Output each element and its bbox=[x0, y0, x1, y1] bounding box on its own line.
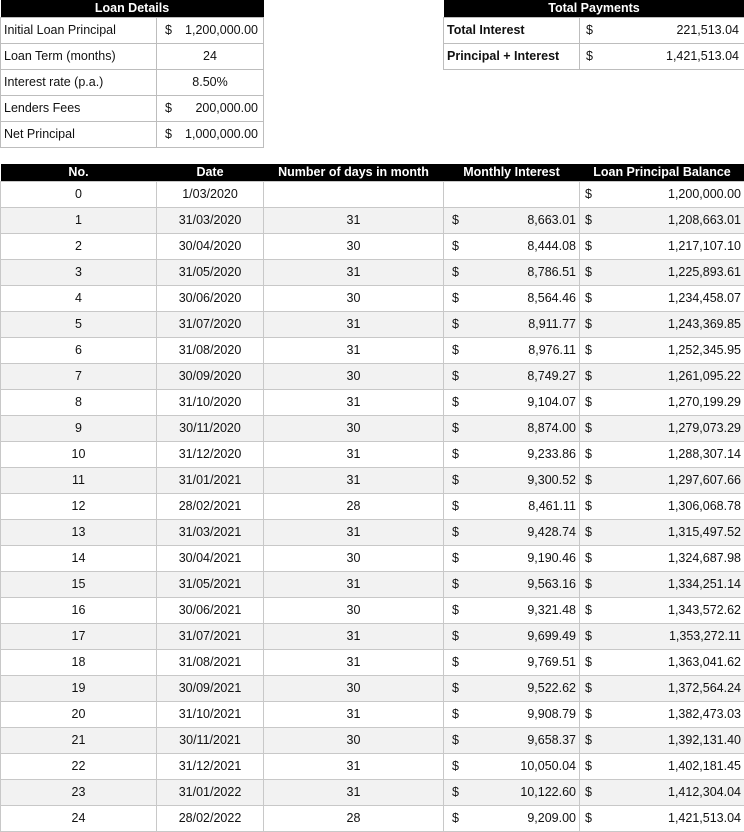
total-payment-value: 221,513.04 bbox=[676, 23, 739, 37]
cell-no[interactable]: 1 bbox=[1, 207, 157, 233]
cell-principal-balance[interactable] bbox=[580, 181, 744, 207]
cell-monthly-interest[interactable] bbox=[444, 753, 580, 779]
currency-symbol: $ bbox=[585, 759, 592, 773]
balance-value: 1,217,107.10 bbox=[668, 239, 741, 253]
interest-value: 9,658.37 bbox=[527, 733, 576, 747]
currency-symbol: $ bbox=[585, 551, 592, 565]
table-row bbox=[1, 545, 744, 571]
balance-value: 1,270,199.29 bbox=[668, 395, 741, 409]
loan-detail-value: 200,000.00 bbox=[195, 101, 259, 115]
cell-principal-balance[interactable] bbox=[580, 805, 744, 831]
cell-principal-balance[interactable] bbox=[580, 441, 744, 467]
balance-value: 1,288,307.14 bbox=[668, 447, 741, 461]
cell-principal-balance[interactable] bbox=[580, 545, 744, 571]
loan-detail-value-cell[interactable] bbox=[157, 121, 264, 147]
cell-date[interactable]: 31/12/2021 bbox=[157, 753, 264, 779]
cell-date[interactable]: 31/10/2021 bbox=[157, 701, 264, 727]
loan-detail-value[interactable]: 8.50% bbox=[157, 69, 264, 95]
cell-monthly-interest[interactable] bbox=[444, 701, 580, 727]
table-row bbox=[1, 311, 744, 337]
cell-monthly-interest[interactable] bbox=[444, 467, 580, 493]
interest-value: 8,786.51 bbox=[527, 265, 576, 279]
table-row bbox=[1, 727, 744, 753]
cell-days[interactable]: 31 bbox=[264, 649, 444, 675]
cell-monthly-interest[interactable] bbox=[444, 779, 580, 805]
cell-days[interactable]: 31 bbox=[264, 337, 444, 363]
total-payment-value: 1,421,513.04 bbox=[666, 49, 739, 63]
currency-symbol: $ bbox=[452, 421, 459, 435]
balance-value: 1,372,564.24 bbox=[668, 681, 741, 695]
currency-symbol: $ bbox=[585, 577, 592, 591]
currency-symbol: $ bbox=[452, 447, 459, 461]
balance-value: 1,392,131.40 bbox=[668, 733, 741, 747]
table-row bbox=[1, 363, 744, 389]
cell-days[interactable]: 28 bbox=[264, 493, 444, 519]
cell-monthly-interest[interactable] bbox=[444, 519, 580, 545]
cell-days[interactable]: 31 bbox=[264, 441, 444, 467]
cell-monthly-interest[interactable] bbox=[444, 597, 580, 623]
cell-principal-balance[interactable] bbox=[580, 285, 744, 311]
cell-no[interactable]: 7 bbox=[1, 363, 157, 389]
cell-principal-balance[interactable] bbox=[580, 649, 744, 675]
cell-monthly-interest[interactable] bbox=[444, 649, 580, 675]
currency-symbol: $ bbox=[452, 655, 459, 669]
cell-days[interactable]: 31 bbox=[264, 311, 444, 337]
currency-symbol: $ bbox=[452, 629, 459, 643]
currency-symbol: $ bbox=[165, 23, 172, 37]
loan-detail-row bbox=[1, 95, 264, 121]
cell-no[interactable]: 21 bbox=[1, 727, 157, 753]
balance-value: 1,200,000.00 bbox=[668, 187, 741, 201]
cell-days[interactable]: 31 bbox=[264, 623, 444, 649]
balance-value: 1,243,369.85 bbox=[668, 317, 741, 331]
interest-value: 9,209.00 bbox=[527, 811, 576, 825]
cell-date[interactable]: 31/01/2021 bbox=[157, 467, 264, 493]
column-header-date[interactable]: Date bbox=[157, 164, 264, 181]
currency-symbol: $ bbox=[585, 187, 592, 201]
table-row bbox=[1, 233, 744, 259]
currency-symbol: $ bbox=[585, 421, 592, 435]
balance-value: 1,252,345.95 bbox=[668, 343, 741, 357]
cell-no[interactable]: 23 bbox=[1, 779, 157, 805]
cell-principal-balance[interactable] bbox=[580, 675, 744, 701]
interest-value: 9,699.49 bbox=[527, 629, 576, 643]
loan-detail-value-cell[interactable] bbox=[157, 17, 264, 43]
cell-principal-balance[interactable] bbox=[580, 701, 744, 727]
loan-details-title: Loan Details bbox=[1, 0, 264, 17]
cell-date[interactable]: 30/06/2021 bbox=[157, 597, 264, 623]
currency-symbol: $ bbox=[452, 525, 459, 539]
cell-date[interactable]: 31/08/2020 bbox=[157, 337, 264, 363]
interest-value: 8,874.00 bbox=[527, 421, 576, 435]
total-payment-label[interactable]: Total Interest bbox=[444, 17, 580, 43]
currency-symbol: $ bbox=[585, 447, 592, 461]
cell-date[interactable]: 31/05/2021 bbox=[157, 571, 264, 597]
interest-value: 10,122.60 bbox=[520, 785, 576, 799]
cell-date[interactable]: 31/01/2022 bbox=[157, 779, 264, 805]
cell-principal-balance[interactable] bbox=[580, 415, 744, 441]
currency-symbol: $ bbox=[585, 681, 592, 695]
cell-no[interactable]: 18 bbox=[1, 649, 157, 675]
cell-date[interactable]: 31/05/2020 bbox=[157, 259, 264, 285]
cell-date[interactable]: 31/03/2021 bbox=[157, 519, 264, 545]
currency-symbol: $ bbox=[585, 369, 592, 383]
cell-monthly-interest[interactable] bbox=[444, 259, 580, 285]
cell-monthly-interest[interactable] bbox=[444, 493, 580, 519]
interest-value: 9,300.52 bbox=[527, 473, 576, 487]
currency-symbol: $ bbox=[585, 317, 592, 331]
interest-value: 8,749.27 bbox=[527, 369, 576, 383]
cell-monthly-interest[interactable] bbox=[444, 727, 580, 753]
cell-principal-balance[interactable] bbox=[580, 389, 744, 415]
currency-symbol: $ bbox=[452, 811, 459, 825]
cell-date[interactable]: 31/03/2020 bbox=[157, 207, 264, 233]
total-payments-table bbox=[443, 0, 744, 70]
currency-symbol: $ bbox=[452, 707, 459, 721]
loan-detail-row bbox=[1, 43, 264, 69]
balance-value: 1,261,095.22 bbox=[668, 369, 741, 383]
loan-detail-label[interactable]: Net Principal bbox=[1, 121, 157, 147]
currency-symbol: $ bbox=[585, 811, 592, 825]
cell-days[interactable]: 28 bbox=[264, 805, 444, 831]
cell-no[interactable]: 6 bbox=[1, 337, 157, 363]
cell-no[interactable]: 14 bbox=[1, 545, 157, 571]
cell-principal-balance[interactable] bbox=[580, 337, 744, 363]
currency-symbol: $ bbox=[586, 23, 593, 37]
interest-value: 8,564.46 bbox=[527, 291, 576, 305]
interest-value: 9,233.86 bbox=[527, 447, 576, 461]
currency-symbol: $ bbox=[452, 759, 459, 773]
cell-days[interactable]: 31 bbox=[264, 571, 444, 597]
cell-monthly-interest[interactable] bbox=[444, 571, 580, 597]
currency-symbol: $ bbox=[585, 213, 592, 227]
cell-date[interactable]: 1/03/2020 bbox=[157, 181, 264, 207]
currency-symbol: $ bbox=[585, 291, 592, 305]
column-header-principal-balance[interactable]: Loan Principal Balance bbox=[580, 164, 744, 181]
total-payment-value-cell[interactable] bbox=[580, 43, 744, 69]
currency-symbol: $ bbox=[452, 239, 459, 253]
cell-days[interactable]: 30 bbox=[264, 285, 444, 311]
cell-date[interactable]: 30/11/2021 bbox=[157, 727, 264, 753]
cell-principal-balance[interactable] bbox=[580, 571, 744, 597]
loan-detail-label[interactable]: Interest rate (p.a.) bbox=[1, 69, 157, 95]
cell-days[interactable]: 30 bbox=[264, 233, 444, 259]
cell-monthly-interest[interactable] bbox=[444, 415, 580, 441]
table-row bbox=[1, 441, 744, 467]
total-payment-label[interactable]: Principal + Interest bbox=[444, 43, 580, 69]
currency-symbol: $ bbox=[165, 127, 172, 141]
balance-value: 1,402,181.45 bbox=[668, 759, 741, 773]
interest-value: 9,428.74 bbox=[527, 525, 576, 539]
balance-value: 1,279,073.29 bbox=[668, 421, 741, 435]
cell-date[interactable]: 30/04/2021 bbox=[157, 545, 264, 571]
cell-no[interactable]: 13 bbox=[1, 519, 157, 545]
currency-symbol: $ bbox=[585, 239, 592, 253]
cell-principal-balance[interactable] bbox=[580, 623, 744, 649]
cell-principal-balance[interactable] bbox=[580, 727, 744, 753]
interest-value: 8,663.01 bbox=[527, 213, 576, 227]
balance-value: 1,334,251.14 bbox=[668, 577, 741, 591]
table-row bbox=[1, 623, 744, 649]
cell-monthly-interest[interactable] bbox=[444, 233, 580, 259]
cell-days[interactable]: 30 bbox=[264, 675, 444, 701]
cell-monthly-interest[interactable] bbox=[444, 623, 580, 649]
currency-symbol: $ bbox=[585, 785, 592, 799]
cell-no[interactable]: 22 bbox=[1, 753, 157, 779]
currency-symbol: $ bbox=[452, 395, 459, 409]
interest-value: 9,769.51 bbox=[527, 655, 576, 669]
currency-symbol: $ bbox=[452, 291, 459, 305]
table-row bbox=[1, 571, 744, 597]
cell-monthly-interest[interactable] bbox=[444, 207, 580, 233]
cell-no[interactable]: 15 bbox=[1, 571, 157, 597]
balance-value: 1,208,663.01 bbox=[668, 213, 741, 227]
cell-days[interactable] bbox=[264, 181, 444, 207]
balance-value: 1,353,272.11 bbox=[668, 629, 741, 643]
cell-no[interactable]: 17 bbox=[1, 623, 157, 649]
interest-value: 9,190.46 bbox=[527, 551, 576, 565]
cell-date[interactable]: 31/08/2021 bbox=[157, 649, 264, 675]
table-row bbox=[1, 181, 744, 207]
cell-monthly-interest[interactable] bbox=[444, 545, 580, 571]
cell-days[interactable]: 30 bbox=[264, 363, 444, 389]
balance-value: 1,382,473.03 bbox=[668, 707, 741, 721]
total-payment-value-cell[interactable] bbox=[580, 17, 744, 43]
cell-no[interactable]: 10 bbox=[1, 441, 157, 467]
table-row bbox=[1, 519, 744, 545]
currency-symbol: $ bbox=[452, 551, 459, 565]
interest-value: 9,104.07 bbox=[527, 395, 576, 409]
currency-symbol: $ bbox=[585, 655, 592, 669]
table-row bbox=[1, 597, 744, 623]
cell-days[interactable]: 31 bbox=[264, 389, 444, 415]
loan-detail-row bbox=[1, 121, 264, 147]
table-row bbox=[1, 493, 744, 519]
table-row bbox=[1, 779, 744, 805]
cell-no[interactable]: 0 bbox=[1, 181, 157, 207]
amortization-schedule-table bbox=[0, 164, 744, 832]
cell-date[interactable]: 31/12/2020 bbox=[157, 441, 264, 467]
balance-value: 1,421,513.04 bbox=[668, 811, 741, 825]
currency-symbol: $ bbox=[585, 733, 592, 747]
total-payments-title: Total Payments bbox=[444, 0, 744, 17]
table-row bbox=[1, 675, 744, 701]
currency-symbol: $ bbox=[585, 343, 592, 357]
table-row bbox=[1, 805, 744, 831]
schedule-header-row bbox=[1, 164, 744, 181]
currency-symbol: $ bbox=[452, 681, 459, 695]
cell-principal-balance[interactable] bbox=[580, 233, 744, 259]
interest-value: 10,050.04 bbox=[520, 759, 576, 773]
currency-symbol: $ bbox=[452, 473, 459, 487]
cell-no[interactable]: 9 bbox=[1, 415, 157, 441]
cell-date[interactable]: 31/07/2021 bbox=[157, 623, 264, 649]
cell-date[interactable]: 28/02/2022 bbox=[157, 805, 264, 831]
cell-monthly-interest[interactable] bbox=[444, 285, 580, 311]
cell-date[interactable]: 30/09/2021 bbox=[157, 675, 264, 701]
cell-days[interactable]: 31 bbox=[264, 753, 444, 779]
cell-principal-balance[interactable] bbox=[580, 519, 744, 545]
cell-days[interactable]: 30 bbox=[264, 597, 444, 623]
loan-detail-label[interactable]: Lenders Fees bbox=[1, 95, 157, 121]
currency-symbol: $ bbox=[585, 473, 592, 487]
total-payment-row bbox=[444, 17, 744, 43]
cell-date[interactable]: 30/04/2020 bbox=[157, 233, 264, 259]
interest-value: 8,444.08 bbox=[527, 239, 576, 253]
currency-symbol: $ bbox=[585, 395, 592, 409]
table-row bbox=[1, 207, 744, 233]
loan-detail-row bbox=[1, 17, 264, 43]
cell-no[interactable]: 5 bbox=[1, 311, 157, 337]
cell-no[interactable]: 19 bbox=[1, 675, 157, 701]
cell-no[interactable]: 3 bbox=[1, 259, 157, 285]
loan-detail-value-cell[interactable] bbox=[157, 95, 264, 121]
table-row bbox=[1, 259, 744, 285]
cell-days[interactable]: 31 bbox=[264, 701, 444, 727]
currency-symbol: $ bbox=[586, 49, 593, 63]
balance-value: 1,297,607.66 bbox=[668, 473, 741, 487]
table-row bbox=[1, 467, 744, 493]
loan-detail-value: 1,200,000.00 bbox=[185, 23, 259, 37]
interest-value: 9,908.79 bbox=[527, 707, 576, 721]
cell-no[interactable]: 16 bbox=[1, 597, 157, 623]
cell-no[interactable]: 2 bbox=[1, 233, 157, 259]
cell-principal-balance[interactable] bbox=[580, 779, 744, 805]
cell-principal-balance[interactable] bbox=[580, 311, 744, 337]
cell-no[interactable]: 4 bbox=[1, 285, 157, 311]
cell-monthly-interest[interactable] bbox=[444, 441, 580, 467]
cell-monthly-interest[interactable] bbox=[444, 363, 580, 389]
column-header-monthly-interest[interactable]: Monthly Interest bbox=[444, 164, 580, 181]
cell-monthly-interest[interactable] bbox=[444, 389, 580, 415]
total-payment-row bbox=[444, 43, 744, 69]
currency-symbol: $ bbox=[452, 369, 459, 383]
cell-days[interactable]: 31 bbox=[264, 519, 444, 545]
cell-days[interactable]: 31 bbox=[264, 779, 444, 805]
currency-symbol: $ bbox=[585, 707, 592, 721]
cell-no[interactable]: 20 bbox=[1, 701, 157, 727]
cell-principal-balance[interactable] bbox=[580, 597, 744, 623]
currency-symbol: $ bbox=[452, 733, 459, 747]
interest-value: 9,522.62 bbox=[527, 681, 576, 695]
currency-symbol: $ bbox=[452, 603, 459, 617]
cell-principal-balance[interactable] bbox=[580, 259, 744, 285]
cell-date[interactable]: 30/09/2020 bbox=[157, 363, 264, 389]
interest-value: 9,321.48 bbox=[527, 603, 576, 617]
currency-symbol: $ bbox=[452, 265, 459, 279]
currency-symbol: $ bbox=[452, 785, 459, 799]
loan-detail-row bbox=[1, 69, 264, 95]
loan-detail-label[interactable]: Loan Term (months) bbox=[1, 43, 157, 69]
cell-principal-balance[interactable] bbox=[580, 467, 744, 493]
currency-symbol: $ bbox=[452, 213, 459, 227]
cell-monthly-interest[interactable] bbox=[444, 337, 580, 363]
cell-no[interactable]: 11 bbox=[1, 467, 157, 493]
loan-details-table bbox=[0, 0, 264, 148]
interest-value: 8,461.11 bbox=[528, 499, 576, 513]
table-row bbox=[1, 701, 744, 727]
cell-date[interactable]: 30/11/2020 bbox=[157, 415, 264, 441]
table-row bbox=[1, 389, 744, 415]
cell-monthly-interest[interactable] bbox=[444, 311, 580, 337]
balance-value: 1,324,687.98 bbox=[668, 551, 741, 565]
cell-no[interactable]: 12 bbox=[1, 493, 157, 519]
cell-monthly-interest[interactable] bbox=[444, 675, 580, 701]
cell-monthly-interest[interactable] bbox=[444, 805, 580, 831]
table-row bbox=[1, 649, 744, 675]
loan-detail-label[interactable]: Initial Loan Principal bbox=[1, 17, 157, 43]
cell-days[interactable]: 30 bbox=[264, 415, 444, 441]
currency-symbol: $ bbox=[585, 629, 592, 643]
currency-symbol: $ bbox=[452, 499, 459, 513]
schedule-body bbox=[1, 181, 744, 831]
cell-date[interactable]: 28/02/2021 bbox=[157, 493, 264, 519]
currency-symbol: $ bbox=[165, 101, 172, 115]
table-row bbox=[1, 285, 744, 311]
column-header-days[interactable]: Number of days in month bbox=[264, 164, 444, 181]
cell-date[interactable]: 31/10/2020 bbox=[157, 389, 264, 415]
cell-principal-balance[interactable] bbox=[580, 207, 744, 233]
column-header-no[interactable]: No. bbox=[1, 164, 157, 181]
currency-symbol: $ bbox=[585, 265, 592, 279]
cell-principal-balance[interactable] bbox=[580, 493, 744, 519]
cell-principal-balance[interactable] bbox=[580, 363, 744, 389]
cell-no[interactable]: 24 bbox=[1, 805, 157, 831]
balance-value: 1,225,893.61 bbox=[668, 265, 741, 279]
cell-monthly-interest[interactable] bbox=[444, 181, 580, 207]
cell-days[interactable]: 30 bbox=[264, 545, 444, 571]
currency-symbol: $ bbox=[452, 317, 459, 331]
balance-value: 1,412,304.04 bbox=[668, 785, 741, 799]
interest-value: 8,911.77 bbox=[528, 317, 576, 331]
cell-principal-balance[interactable] bbox=[580, 753, 744, 779]
cell-no[interactable]: 8 bbox=[1, 389, 157, 415]
balance-value: 1,306,068.78 bbox=[668, 499, 741, 513]
currency-symbol: $ bbox=[452, 343, 459, 357]
loan-detail-value: 1,000,000.00 bbox=[185, 127, 259, 141]
currency-symbol: $ bbox=[585, 603, 592, 617]
cell-date[interactable]: 31/07/2020 bbox=[157, 311, 264, 337]
cell-days[interactable]: 31 bbox=[264, 207, 444, 233]
cell-date[interactable]: 30/06/2020 bbox=[157, 285, 264, 311]
loan-detail-value[interactable]: 24 bbox=[157, 43, 264, 69]
interest-value: 9,563.16 bbox=[527, 577, 576, 591]
table-row bbox=[1, 415, 744, 441]
balance-value: 1,234,458.07 bbox=[668, 291, 741, 305]
balance-value: 1,315,497.52 bbox=[668, 525, 741, 539]
cell-days[interactable]: 31 bbox=[264, 259, 444, 285]
currency-symbol: $ bbox=[585, 499, 592, 513]
currency-symbol: $ bbox=[452, 577, 459, 591]
table-row bbox=[1, 753, 744, 779]
cell-days[interactable]: 31 bbox=[264, 467, 444, 493]
balance-value: 1,343,572.62 bbox=[668, 603, 741, 617]
balance-value: 1,363,041.62 bbox=[668, 655, 741, 669]
interest-value: 8,976.11 bbox=[528, 343, 576, 357]
currency-symbol: $ bbox=[585, 525, 592, 539]
table-row bbox=[1, 337, 744, 363]
cell-days[interactable]: 30 bbox=[264, 727, 444, 753]
